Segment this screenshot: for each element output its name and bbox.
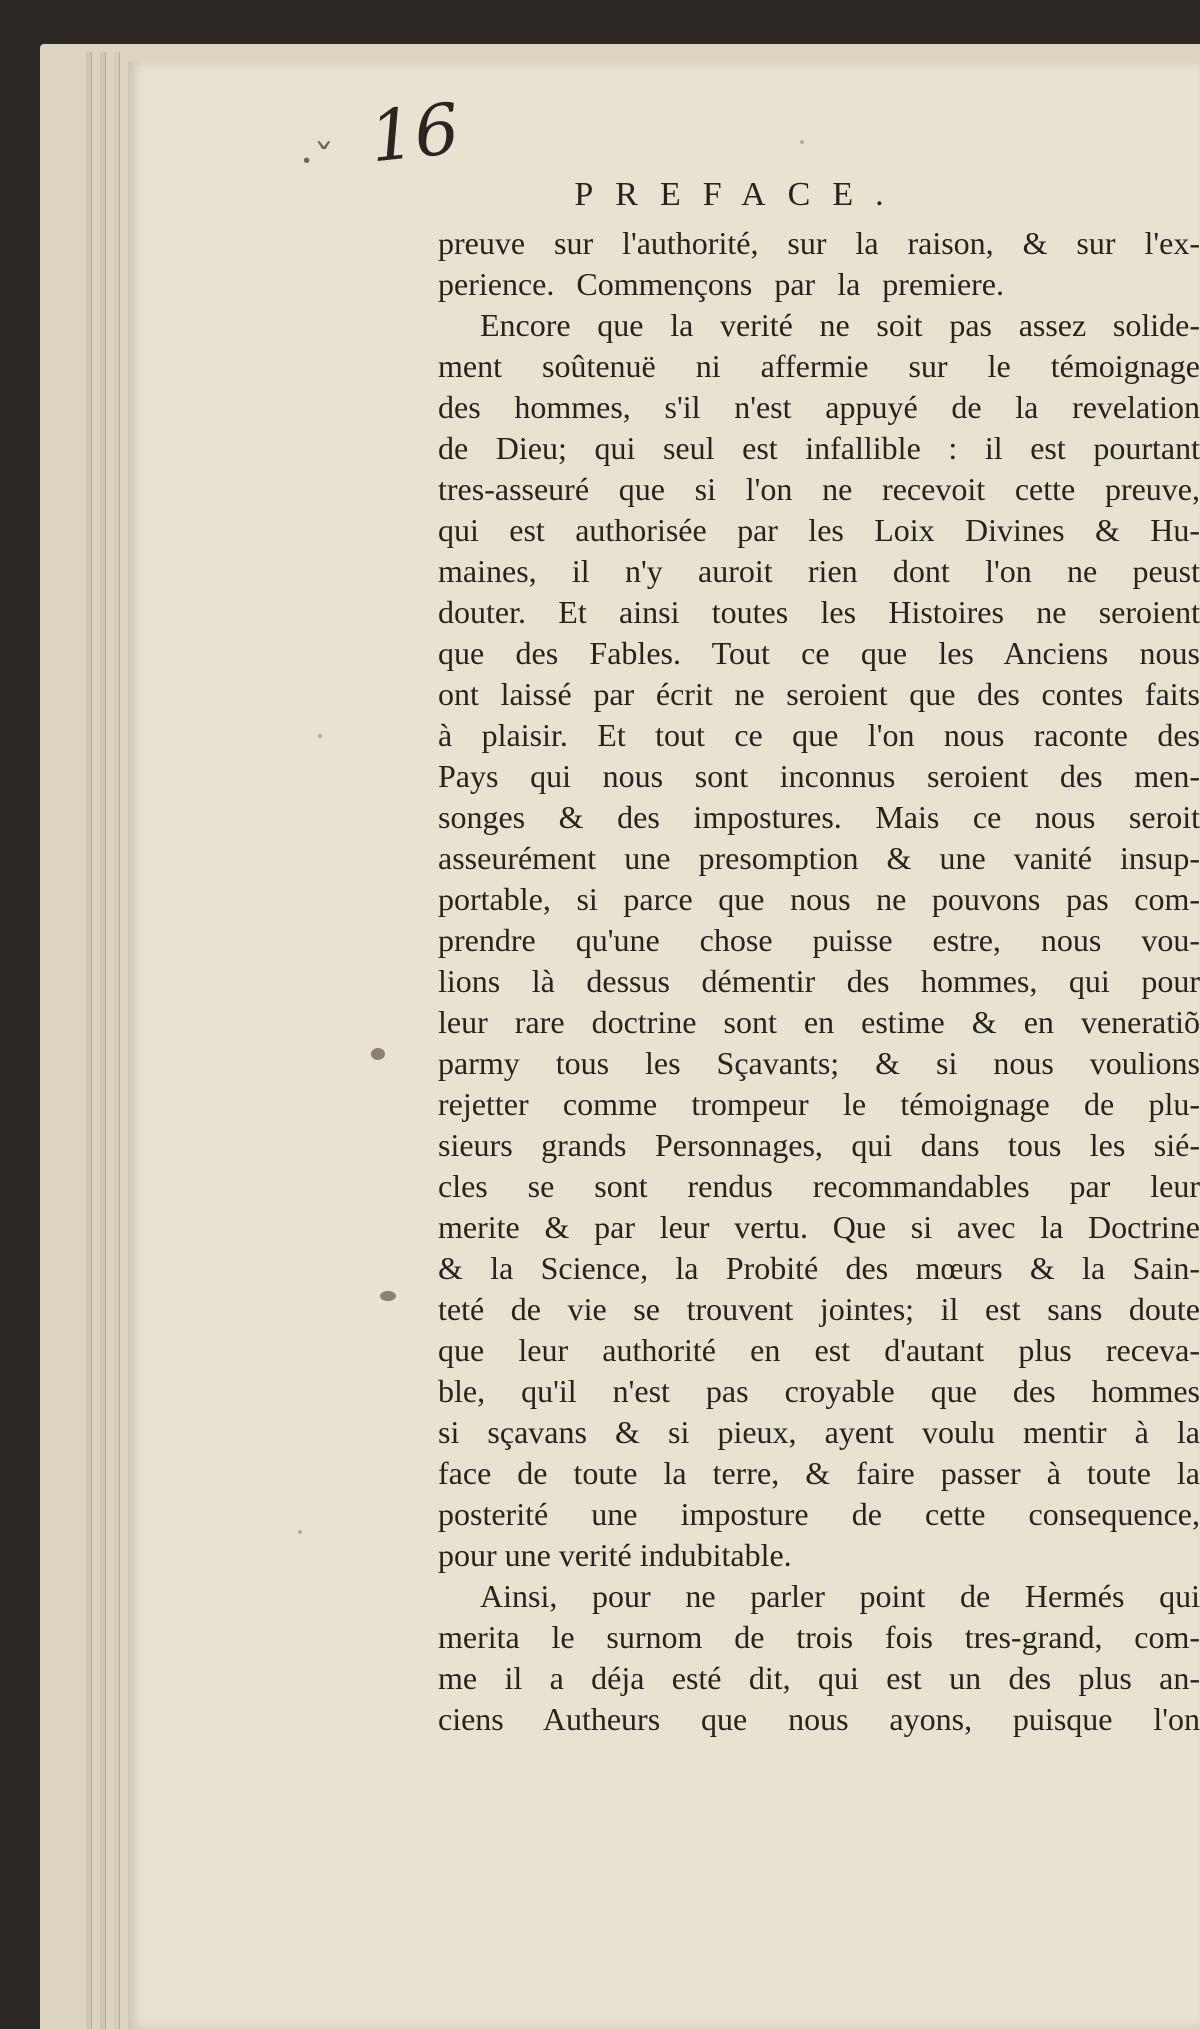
text-line: parmy tous les Sçavants; & si nous voulions (438, 1045, 1200, 1081)
text-line: leur rare doctrine sont en estime & en veneratiõ (438, 1004, 1200, 1040)
text-line: pour une verité indubitable. (438, 1537, 792, 1573)
text-line: maines, il n'y auroit rien dont l'on ne peust (438, 553, 1200, 589)
ink-mark: ·ˇ (300, 136, 335, 185)
text-line: posterité une imposture de cette consequence, (438, 1496, 1200, 1532)
text-line: preuve sur l'authorité, sur la raison, & sur l'ex- (438, 225, 1200, 261)
text-line: tres-asseuré que si l'on ne recevoit cette preuve, (438, 471, 1200, 507)
margin-ornament (371, 1048, 385, 1060)
text-line: face de toute la terre, & faire passer à toute la (438, 1455, 1200, 1491)
text-line: merita le surnom de trois fois tres-grand, com- (438, 1619, 1200, 1655)
text-line: prendre qu'une chose puisse estre, nous vou- (438, 922, 1200, 958)
paper-speck (318, 734, 322, 738)
text-line: ment soûtenuë ni affermie sur le témoignage (438, 348, 1200, 384)
text-line: si sçavans & si pieux, ayent voulu mentir à la (438, 1414, 1200, 1450)
text-line: me il a déja esté dit, qui est un des plus an- (438, 1660, 1200, 1696)
page-edge (86, 52, 92, 2029)
text-line: perience. Commençons par la premiere. (438, 266, 1004, 302)
text-line: qui est authorisée par les Loix Divines & Hu- (438, 512, 1200, 548)
text-line: & la Science, la Probité des mœurs & la Sain- (438, 1250, 1200, 1286)
paper-speck (800, 140, 804, 144)
text-line: sieurs grands Personnages, qui dans tous les sié- (438, 1127, 1200, 1163)
margin-ornament (380, 1291, 396, 1301)
text-line: douter. Et ainsi toutes les Histoires ne seroient (438, 594, 1200, 630)
text-line: ciens Autheurs que nous ayons, puisque l'on (438, 1701, 1200, 1737)
text-line: que leur authorité en est d'autant plus receva- (438, 1332, 1200, 1368)
text-line: ont laissé par écrit ne seroient que des contes faits (438, 676, 1200, 712)
text-line: de Dieu; qui seul est infallible : il est pourtant (438, 430, 1200, 466)
text-line: merite & par leur vertu. Que si avec la Doctrine (438, 1209, 1200, 1245)
text-line: Pays qui nous sont inconnus seroient des men- (438, 758, 1200, 794)
page-edge (100, 52, 106, 2029)
body-text (438, 223, 1200, 1740)
text-line: lions là dessus démentir des hommes, qui pour (438, 963, 1200, 999)
text-line: ble, qu'il n'est pas croyable que des hommes (438, 1373, 1200, 1409)
text-line: que des Fables. Tout ce que les Anciens nous (438, 635, 1200, 671)
text-line: Ainsi, pour ne parler point de Hermés qui (480, 1578, 1200, 1614)
text-line: asseurément une presomption & une vanité insup- (438, 840, 1200, 876)
text-line: songes & des impostures. Mais ce nous seroit (438, 799, 1200, 835)
text-line: teté de vie se trouvent jointes; il est sans doute (438, 1291, 1200, 1327)
text-line: des hommes, s'il n'est appuyé de la revelation (438, 389, 1200, 425)
text-line: cles se sont rendus recommandables par leur (438, 1168, 1200, 1204)
running-head: PREFACE. (574, 176, 906, 213)
page-number: 16 (365, 87, 464, 179)
text-line: à plaisir. Et tout ce que l'on nous raconte des (438, 717, 1200, 753)
paper-speck (298, 1530, 302, 1534)
text-line: Encore que la verité ne soit pas assez solide- (480, 307, 1200, 343)
text-line: portable, si parce que nous ne pouvons pas com- (438, 881, 1200, 917)
page-edge (114, 52, 120, 2029)
text-line: rejetter comme trompeur le témoignage de plu- (438, 1086, 1200, 1122)
